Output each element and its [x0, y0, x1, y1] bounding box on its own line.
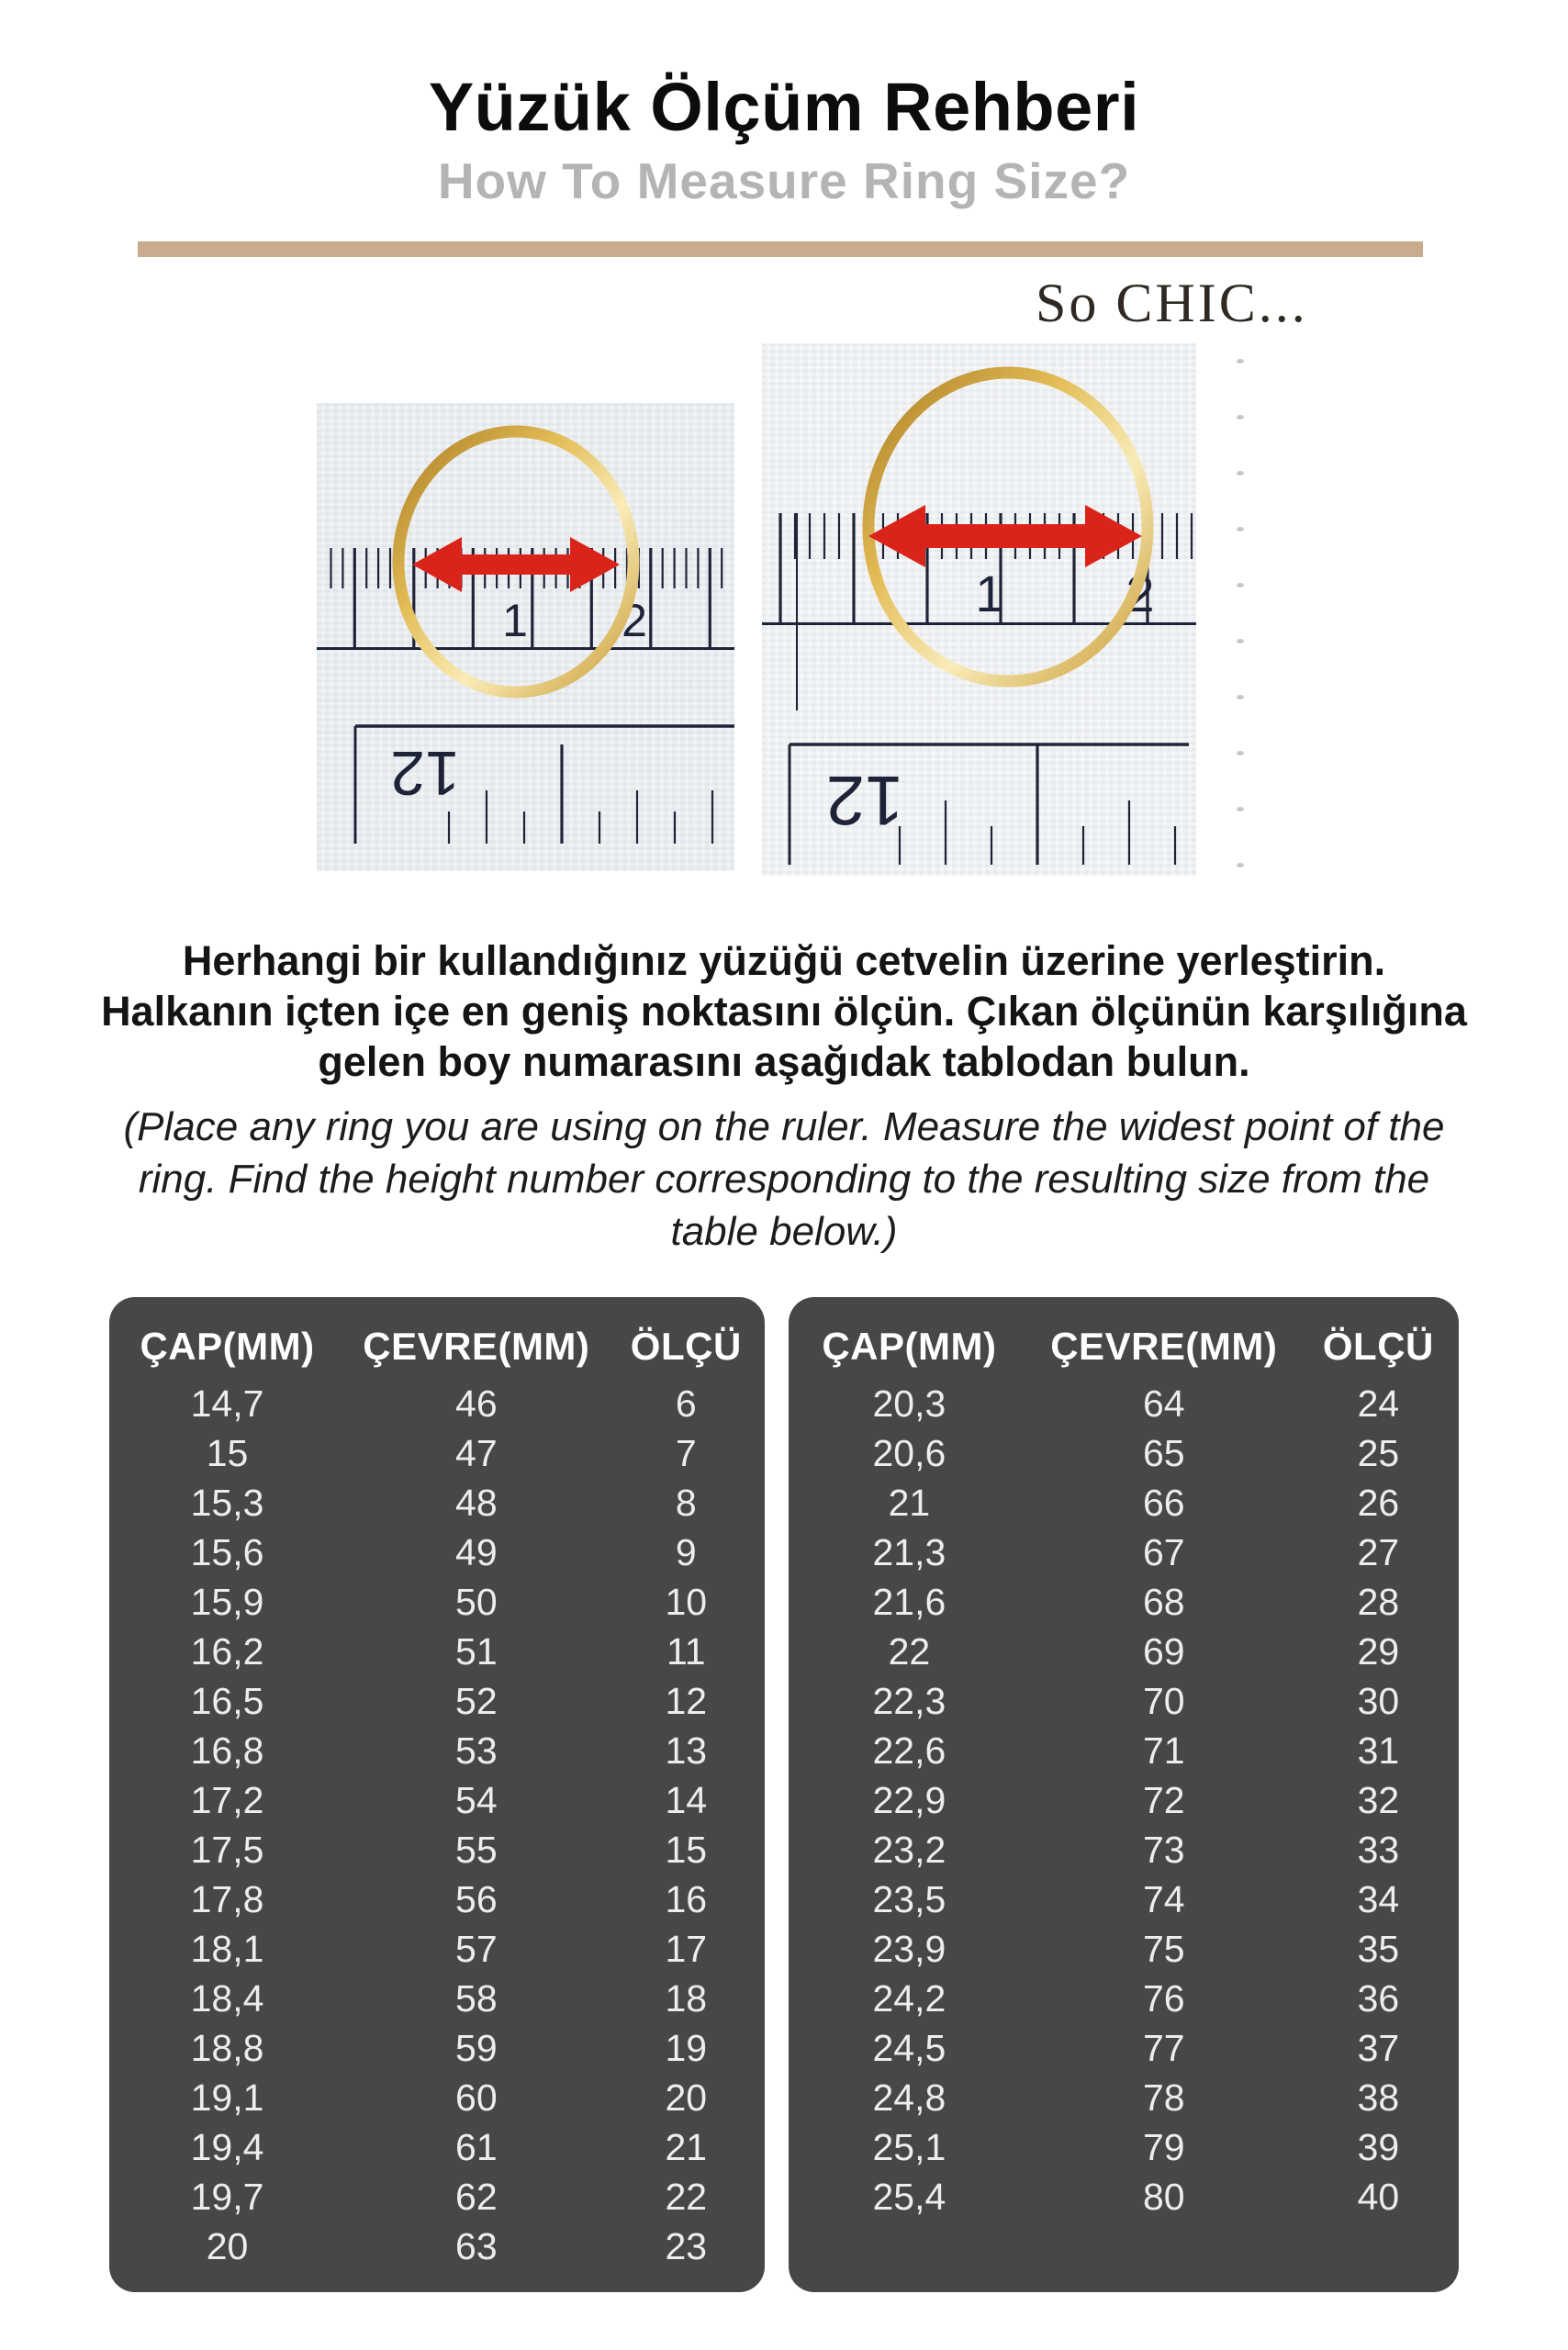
table-cell: 19,4	[190, 2126, 264, 2169]
table-row	[789, 1875, 1459, 1925]
ruler-number-1: 1	[502, 595, 528, 647]
table-cell: 22,9	[872, 1779, 946, 1822]
table-cell: 25	[1357, 1432, 1400, 1475]
column-header: ÖLÇÜ	[1322, 1324, 1434, 1368]
table-row	[789, 1380, 1459, 1429]
table-cell: 71	[1142, 1729, 1185, 1773]
table-cell: 20,6	[872, 1432, 946, 1475]
table-cell: 9	[675, 1531, 697, 1574]
table-row	[789, 1975, 1459, 2024]
table-cell: 39	[1357, 2126, 1400, 2169]
table-cell: 34	[1357, 1878, 1400, 1921]
table-cell: 72	[1142, 1779, 1185, 1822]
table-cell: 12	[665, 1680, 708, 1723]
page-subtitle: How To Measure Ring Size?	[437, 151, 1131, 209]
divider-rule	[138, 241, 1423, 257]
table-row	[109, 1429, 765, 1479]
table-cell: 16,5	[190, 1680, 264, 1723]
table-cell: 24	[1357, 1382, 1400, 1426]
table-cell: 50	[455, 1581, 498, 1624]
table-cell: 54	[455, 1779, 498, 1822]
ring-photos-section	[0, 272, 1568, 889]
table-row	[789, 1826, 1459, 1875]
table-cell: 16	[665, 1878, 708, 1921]
table-row	[109, 1875, 765, 1925]
table-cell: 19	[665, 2027, 708, 2070]
table-cell: 62	[455, 2176, 498, 2219]
table-cell: 19,1	[190, 2076, 264, 2120]
table-cell: 58	[455, 1977, 498, 2020]
table-cell: 16,8	[190, 1729, 264, 1773]
table-cell: 25,1	[872, 2126, 946, 2169]
table-cell: 35	[1357, 1928, 1400, 1971]
table-cell: 11	[666, 1630, 706, 1673]
table-body	[789, 1380, 1459, 2222]
table-row	[789, 2173, 1459, 2222]
table-cell: 46	[455, 1382, 498, 1426]
table-header-row	[109, 1314, 765, 1380]
table-cell: 61	[455, 2126, 498, 2169]
table-row	[789, 2123, 1459, 2173]
table-body	[109, 1380, 765, 2272]
table-row	[789, 1528, 1459, 1578]
table-cell: 66	[1142, 1482, 1185, 1525]
table-row	[789, 1628, 1459, 1677]
table-header-row	[789, 1314, 1459, 1380]
table-row	[789, 1578, 1459, 1628]
ring-photo-large	[762, 343, 1196, 876]
table-row	[109, 2222, 765, 2272]
table-row	[109, 2024, 765, 2074]
table-cell: 22	[665, 2176, 708, 2219]
table-cell: 20	[206, 2225, 249, 2268]
table-row	[109, 2123, 765, 2173]
table-row	[109, 1677, 765, 1727]
table-cell: 75	[1142, 1928, 1185, 1971]
table-cell: 76	[1142, 1977, 1185, 2020]
table-cell: 69	[1142, 1630, 1185, 1673]
table-cell: 36	[1357, 1977, 1400, 2020]
table-row	[109, 1380, 765, 1429]
table-cell: 17,5	[190, 1829, 264, 1872]
table-cell: 65	[1142, 1432, 1185, 1475]
table-cell: 30	[1357, 1680, 1400, 1723]
column-header: ÇEVRE(MM)	[363, 1324, 590, 1368]
ruler-number-12-flipped: 12	[825, 761, 904, 840]
table-row	[109, 1727, 765, 1776]
table-cell: 26	[1357, 1482, 1400, 1525]
table-cell: 17	[665, 1928, 708, 1971]
table-cell: 31	[1357, 1729, 1400, 1773]
table-cell: 78	[1142, 2076, 1185, 2120]
table-cell: 53	[455, 1729, 498, 1773]
table-cell: 19,7	[190, 2176, 264, 2219]
table-cell: 17,8	[190, 1878, 264, 1921]
table-cell: 14,7	[190, 1382, 264, 1426]
table-cell: 20	[665, 2076, 708, 2120]
table-cell: 47	[455, 1432, 498, 1475]
table-cell: 22,3	[872, 1680, 946, 1723]
table-cell: 33	[1357, 1829, 1400, 1872]
table-cell: 15,3	[190, 1482, 264, 1525]
table-cell: 23,9	[872, 1928, 946, 1971]
table-cell: 18,8	[190, 2027, 264, 2070]
ruler-number-2: 2	[1126, 565, 1155, 623]
table-row	[109, 1826, 765, 1875]
table-cell: 21	[888, 1482, 931, 1525]
table-cell: 21,6	[872, 1581, 946, 1624]
table-cell: 38	[1357, 2076, 1400, 2120]
table-cell: 27	[1357, 1531, 1400, 1574]
size-table-right	[789, 1297, 1459, 2292]
ruler-number-2: 2	[622, 595, 647, 647]
column-header: ÇAP(MM)	[140, 1324, 315, 1368]
table-cell: 15	[206, 1432, 249, 1475]
table-row	[109, 1925, 765, 1975]
column-header: ÇEVRE(MM)	[1050, 1324, 1278, 1368]
table-cell: 56	[455, 1878, 498, 1921]
table-cell: 18,1	[190, 1928, 264, 1971]
page-title: Yüzük Ölçüm Rehberi	[428, 69, 1140, 145]
table-cell: 32	[1357, 1779, 1400, 1822]
table-cell: 15,9	[190, 1581, 264, 1624]
instructions-english: (Place any ring you are using on the ruler. Measure the widest point of the ring. Find the height number corresponding to the resulting size from the table below.)	[123, 1104, 1445, 1255]
table-cell: 79	[1142, 2126, 1185, 2169]
table-cell: 74	[1142, 1878, 1185, 1921]
ruler-number-12-flipped: 12	[390, 738, 460, 809]
table-row	[789, 2024, 1459, 2074]
table-row	[789, 2074, 1459, 2123]
table-cell: 52	[455, 1680, 498, 1723]
table-cell: 25,4	[872, 2176, 946, 2219]
table-row	[109, 2074, 765, 2123]
table-cell: 18	[665, 1977, 708, 2020]
table-cell: 40	[1357, 2176, 1400, 2219]
table-cell: 59	[455, 2027, 498, 2070]
table-cell: 60	[455, 2076, 498, 2120]
table-row	[789, 1429, 1459, 1479]
table-cell: 17,2	[190, 1779, 264, 1822]
table-row	[789, 1727, 1459, 1776]
table-row	[789, 1776, 1459, 1826]
table-cell: 63	[455, 2225, 498, 2268]
table-row	[109, 1479, 765, 1528]
table-cell: 64	[1142, 1382, 1185, 1426]
table-row	[109, 1628, 765, 1677]
table-cell: 80	[1142, 2176, 1185, 2219]
table-cell: 14	[665, 1779, 708, 1822]
table-cell: 37	[1357, 2027, 1400, 2070]
table-cell: 24,2	[872, 1977, 946, 2020]
table-cell: 70	[1142, 1680, 1185, 1723]
table-cell: 8	[675, 1482, 697, 1525]
table-row	[789, 1677, 1459, 1727]
page-edge-dots	[1237, 359, 1244, 867]
table-row	[109, 1776, 765, 1826]
table-row	[109, 1578, 765, 1628]
table-cell: 67	[1142, 1531, 1185, 1574]
table-cell: 24,5	[872, 2027, 946, 2070]
table-cell: 77	[1142, 2027, 1185, 2070]
table-row	[109, 2173, 765, 2222]
table-cell: 13	[665, 1729, 708, 1773]
table-cell: 49	[455, 1531, 498, 1574]
table-cell: 21,3	[872, 1531, 946, 1574]
table-cell: 22,6	[872, 1729, 946, 1773]
table-cell: 51	[455, 1630, 498, 1673]
table-cell: 10	[665, 1581, 708, 1624]
table-cell: 28	[1357, 1581, 1400, 1624]
table-cell: 23,2	[872, 1829, 946, 1872]
table-row	[109, 1528, 765, 1578]
table-row	[789, 1925, 1459, 1975]
table-cell: 23	[665, 2225, 708, 2268]
table-cell: 55	[455, 1829, 498, 1872]
size-chart	[0, 1297, 1568, 2292]
column-header: ÇAP(MM)	[822, 1324, 997, 1368]
table-cell: 6	[675, 1382, 697, 1426]
table-cell: 15,6	[190, 1531, 264, 1574]
table-cell: 21	[665, 2126, 708, 2169]
table-cell: 7	[675, 1432, 697, 1475]
ruler-number-1: 1	[975, 565, 1004, 623]
column-header: ÖLÇÜ	[630, 1324, 742, 1368]
table-cell: 24,8	[872, 2076, 946, 2120]
table-row	[789, 1479, 1459, 1528]
table-cell: 18,4	[190, 1977, 264, 2020]
table-cell: 73	[1142, 1829, 1185, 1872]
ring-photo-small	[317, 403, 734, 871]
size-table-left	[109, 1297, 765, 2292]
table-cell: 57	[455, 1928, 498, 1971]
table-cell: 48	[455, 1482, 498, 1525]
table-row	[109, 1975, 765, 2024]
instructions-turkish: Herhangi bir kullandığınız yüzüğü cetvelin üzerine yerleştirin. Halkanın içten içe en geniş noktasını ölçün. Çıkan ölçünün karşılığına gelen boy numarasını aşağıdak tablodan bulun.	[101, 937, 1467, 1086]
table-cell: 20,3	[872, 1382, 946, 1426]
table-cell: 16,2	[190, 1630, 264, 1673]
brand-logo: So CHIC...	[1036, 273, 1308, 334]
table-cell: 22	[888, 1630, 931, 1673]
table-cell: 15	[665, 1829, 708, 1872]
table-cell: 29	[1357, 1630, 1400, 1673]
table-cell: 68	[1142, 1581, 1185, 1624]
table-cell: 23,5	[872, 1878, 946, 1921]
